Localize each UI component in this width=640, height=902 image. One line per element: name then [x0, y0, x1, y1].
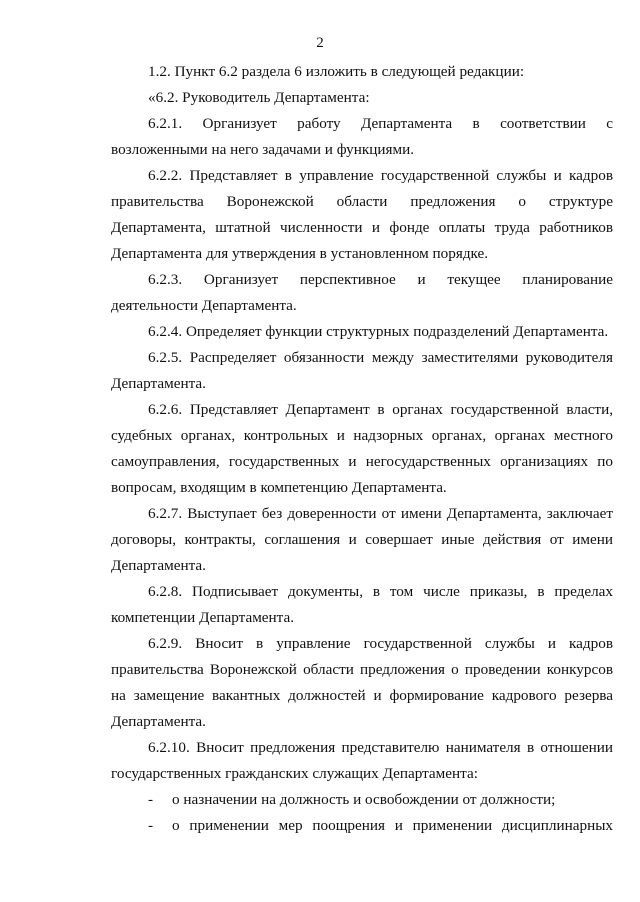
- paragraph-6-2-4: 6.2.4. Определяет функции структурных подразделений Департамента.: [148, 323, 609, 340]
- document-body: [111, 59, 613, 839]
- paragraph-6-2-2: 6.2.2. Представляет в управление государственной службы и кадров правительства Воронежской области предложения о структуре Департамента, штатной численности и фонде оплаты труда работников Департамента для утверждения в установленном порядке.: [111, 167, 613, 262]
- paragraph-6-2-1: 6.2.1. Организует работу Департамента в соответствии с возложенными на него задачами и функциями.: [111, 115, 613, 158]
- bullet-text: о назначении на должность и освобождении от должности;: [172, 791, 556, 808]
- bullet-dash: -: [148, 817, 154, 834]
- page-number: 2: [316, 35, 324, 51]
- list-item: [111, 813, 613, 839]
- paragraph-1-2: 1.2. Пункт 6.2 раздела 6 изложить в следующей редакции:: [148, 63, 525, 80]
- paragraph-6-2-8: 6.2.8. Подписывает документы, в том числе приказы, в пределах компетенции Департамента.: [111, 583, 613, 626]
- bullet-text: о применении мер поощрения и применении дисциплинарных: [172, 817, 613, 834]
- list-item: [111, 787, 613, 813]
- paragraph-6-2-3: 6.2.3. Организует перспективное и текущее планирование деятельности Департамента.: [111, 271, 613, 314]
- paragraph-6-2-10: 6.2.10. Вносит предложения представителю нанимателя в отношении государственных гражданских служащих Департамента:: [111, 739, 613, 782]
- bullet-dash: -: [148, 791, 154, 808]
- paragraph-6-2-heading: «6.2. Руководитель Департамента:: [148, 89, 370, 106]
- paragraph-6-2-5: 6.2.5. Распределяет обязанности между заместителями руководителя Департамента.: [111, 349, 613, 392]
- paragraph-6-2-9: 6.2.9. Вносит в управление государственной службы и кадров правительства Воронежской области предложения о проведении конкурсов на замещение вакантных должностей и формирование кадрового резерва Департамента.: [111, 635, 613, 730]
- paragraph-6-2-6: 6.2.6. Представляет Департамент в органах государственной власти, судебных органах, контрольных и надзорных органах, органах местного самоуправления, государственных и негосударственных организациях по вопросам, входящим в компетенцию Департамента.: [111, 401, 613, 496]
- paragraph-6-2-7: 6.2.7. Выступает без доверенности от имени Департамента, заключает договоры, контракты, соглашения и совершает иные действия от имени Департамента.: [111, 505, 613, 574]
